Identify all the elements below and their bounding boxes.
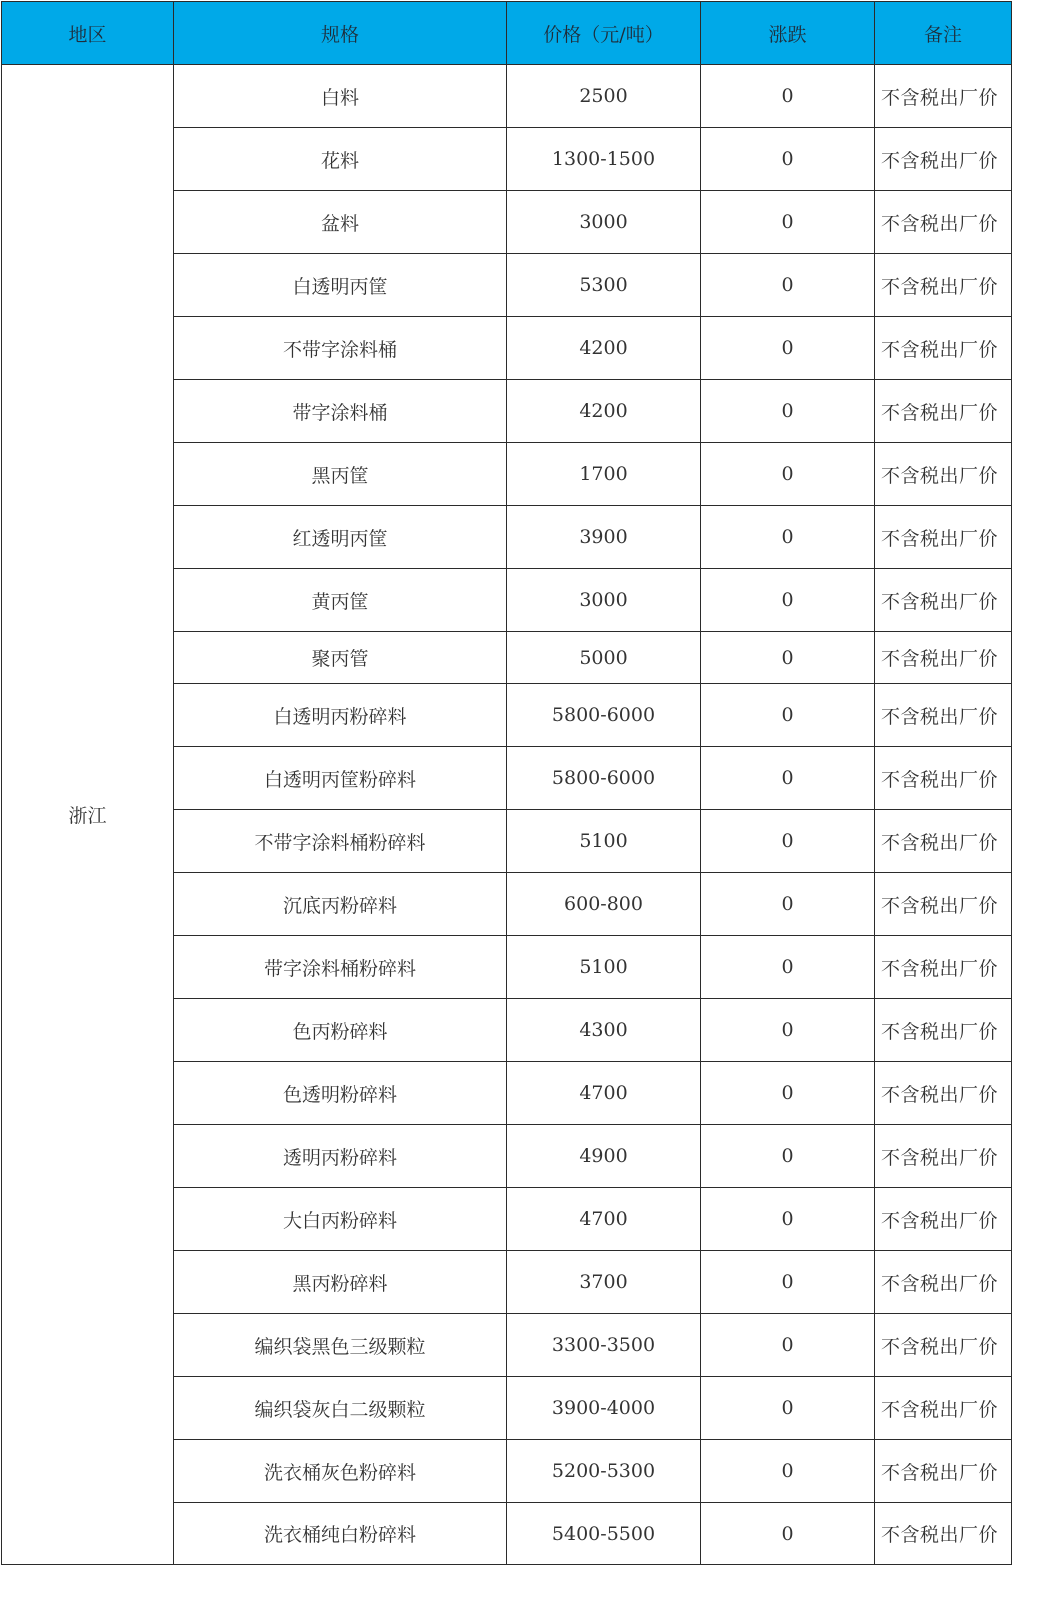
note-cell: 不含税出厂价 bbox=[875, 1377, 1012, 1440]
change-cell: 0 bbox=[701, 1377, 875, 1440]
table-body bbox=[2, 65, 1012, 1565]
price-cell: 4700 bbox=[507, 1188, 701, 1251]
change-cell: 0 bbox=[701, 873, 875, 936]
table-row bbox=[2, 65, 1012, 128]
change-cell: 0 bbox=[701, 191, 875, 254]
header-region: 地区 bbox=[2, 2, 174, 65]
change-cell: 0 bbox=[701, 569, 875, 632]
note-cell: 不含税出厂价 bbox=[875, 1440, 1012, 1503]
spec-cell: 盆料 bbox=[174, 191, 507, 254]
price-cell: 2500 bbox=[507, 65, 701, 128]
note-cell: 不含税出厂价 bbox=[875, 747, 1012, 810]
price-cell: 5100 bbox=[507, 936, 701, 999]
change-cell: 0 bbox=[701, 1062, 875, 1125]
spec-cell: 编织袋灰白二级颗粒 bbox=[174, 1377, 507, 1440]
change-cell: 0 bbox=[701, 1251, 875, 1314]
note-cell: 不含税出厂价 bbox=[875, 254, 1012, 317]
price-cell: 3900-4000 bbox=[507, 1377, 701, 1440]
change-cell: 0 bbox=[701, 936, 875, 999]
price-cell: 5200-5300 bbox=[507, 1440, 701, 1503]
note-cell: 不含税出厂价 bbox=[875, 632, 1012, 684]
spec-cell: 编织袋黑色三级颗粒 bbox=[174, 1314, 507, 1377]
change-cell: 0 bbox=[701, 128, 875, 191]
price-cell: 3000 bbox=[507, 191, 701, 254]
header-row bbox=[2, 2, 1012, 65]
spec-cell: 白透明丙筐 bbox=[174, 254, 507, 317]
spec-cell: 黄丙筐 bbox=[174, 569, 507, 632]
note-cell: 不含税出厂价 bbox=[875, 1125, 1012, 1188]
header-spec: 规格 bbox=[174, 2, 507, 65]
note-cell: 不含税出厂价 bbox=[875, 999, 1012, 1062]
spec-cell: 黑丙粉碎料 bbox=[174, 1251, 507, 1314]
spec-cell: 白透明丙筐粉碎料 bbox=[174, 747, 507, 810]
change-cell: 0 bbox=[701, 254, 875, 317]
change-cell: 0 bbox=[701, 506, 875, 569]
spec-cell: 带字涂料桶 bbox=[174, 380, 507, 443]
change-cell: 0 bbox=[701, 632, 875, 684]
note-cell: 不含税出厂价 bbox=[875, 936, 1012, 999]
change-cell: 0 bbox=[701, 1440, 875, 1503]
price-cell: 5300 bbox=[507, 254, 701, 317]
price-cell: 1700 bbox=[507, 443, 701, 506]
spec-cell: 色透明粉碎料 bbox=[174, 1062, 507, 1125]
change-cell: 0 bbox=[701, 443, 875, 506]
spec-cell: 红透明丙筐 bbox=[174, 506, 507, 569]
price-cell: 5800-6000 bbox=[507, 684, 701, 747]
note-cell: 不含税出厂价 bbox=[875, 1251, 1012, 1314]
spec-cell: 带字涂料桶粉碎料 bbox=[174, 936, 507, 999]
note-cell: 不含税出厂价 bbox=[875, 128, 1012, 191]
price-cell: 3300-3500 bbox=[507, 1314, 701, 1377]
price-cell: 4900 bbox=[507, 1125, 701, 1188]
change-cell: 0 bbox=[701, 999, 875, 1062]
note-cell: 不含税出厂价 bbox=[875, 1188, 1012, 1251]
spec-cell: 白透明丙粉碎料 bbox=[174, 684, 507, 747]
note-cell: 不含税出厂价 bbox=[875, 317, 1012, 380]
price-cell: 4300 bbox=[507, 999, 701, 1062]
note-cell: 不含税出厂价 bbox=[875, 1503, 1012, 1565]
price-cell: 4200 bbox=[507, 380, 701, 443]
spec-cell: 色丙粉碎料 bbox=[174, 999, 507, 1062]
region-cell: 浙江 bbox=[2, 65, 174, 1565]
change-cell: 0 bbox=[701, 810, 875, 873]
header-note: 备注 bbox=[875, 2, 1012, 65]
change-cell: 0 bbox=[701, 747, 875, 810]
price-cell: 5800-6000 bbox=[507, 747, 701, 810]
note-cell: 不含税出厂价 bbox=[875, 506, 1012, 569]
change-cell: 0 bbox=[701, 1125, 875, 1188]
change-cell: 0 bbox=[701, 1314, 875, 1377]
spec-cell: 透明丙粉碎料 bbox=[174, 1125, 507, 1188]
change-cell: 0 bbox=[701, 317, 875, 380]
price-cell: 5100 bbox=[507, 810, 701, 873]
price-cell: 3900 bbox=[507, 506, 701, 569]
spec-cell: 不带字涂料桶粉碎料 bbox=[174, 810, 507, 873]
spec-cell: 不带字涂料桶 bbox=[174, 317, 507, 380]
price-cell: 3000 bbox=[507, 569, 701, 632]
price-cell: 600-800 bbox=[507, 873, 701, 936]
note-cell: 不含税出厂价 bbox=[875, 380, 1012, 443]
change-cell: 0 bbox=[701, 1188, 875, 1251]
price-table bbox=[1, 1, 1012, 1565]
note-cell: 不含税出厂价 bbox=[875, 569, 1012, 632]
spec-cell: 黑丙筐 bbox=[174, 443, 507, 506]
note-cell: 不含税出厂价 bbox=[875, 65, 1012, 128]
spec-cell: 白料 bbox=[174, 65, 507, 128]
note-cell: 不含税出厂价 bbox=[875, 684, 1012, 747]
spec-cell: 洗衣桶灰色粉碎料 bbox=[174, 1440, 507, 1503]
price-cell: 5400-5500 bbox=[507, 1503, 701, 1565]
price-cell: 1300-1500 bbox=[507, 128, 701, 191]
price-cell: 5000 bbox=[507, 632, 701, 684]
price-cell: 4700 bbox=[507, 1062, 701, 1125]
note-cell: 不含税出厂价 bbox=[875, 810, 1012, 873]
note-cell: 不含税出厂价 bbox=[875, 873, 1012, 936]
change-cell: 0 bbox=[701, 684, 875, 747]
spec-cell: 洗衣桶纯白粉碎料 bbox=[174, 1503, 507, 1565]
spec-cell: 沉底丙粉碎料 bbox=[174, 873, 507, 936]
note-cell: 不含税出厂价 bbox=[875, 191, 1012, 254]
note-cell: 不含税出厂价 bbox=[875, 443, 1012, 506]
change-cell: 0 bbox=[701, 65, 875, 128]
note-cell: 不含税出厂价 bbox=[875, 1314, 1012, 1377]
spec-cell: 大白丙粉碎料 bbox=[174, 1188, 507, 1251]
header-change: 涨跌 bbox=[701, 2, 875, 65]
spec-cell: 聚丙管 bbox=[174, 632, 507, 684]
header-price: 价格（元/吨） bbox=[507, 2, 701, 65]
note-cell: 不含税出厂价 bbox=[875, 1062, 1012, 1125]
change-cell: 0 bbox=[701, 380, 875, 443]
spec-cell: 花料 bbox=[174, 128, 507, 191]
price-cell: 3700 bbox=[507, 1251, 701, 1314]
change-cell: 0 bbox=[701, 1503, 875, 1565]
price-cell: 4200 bbox=[507, 317, 701, 380]
